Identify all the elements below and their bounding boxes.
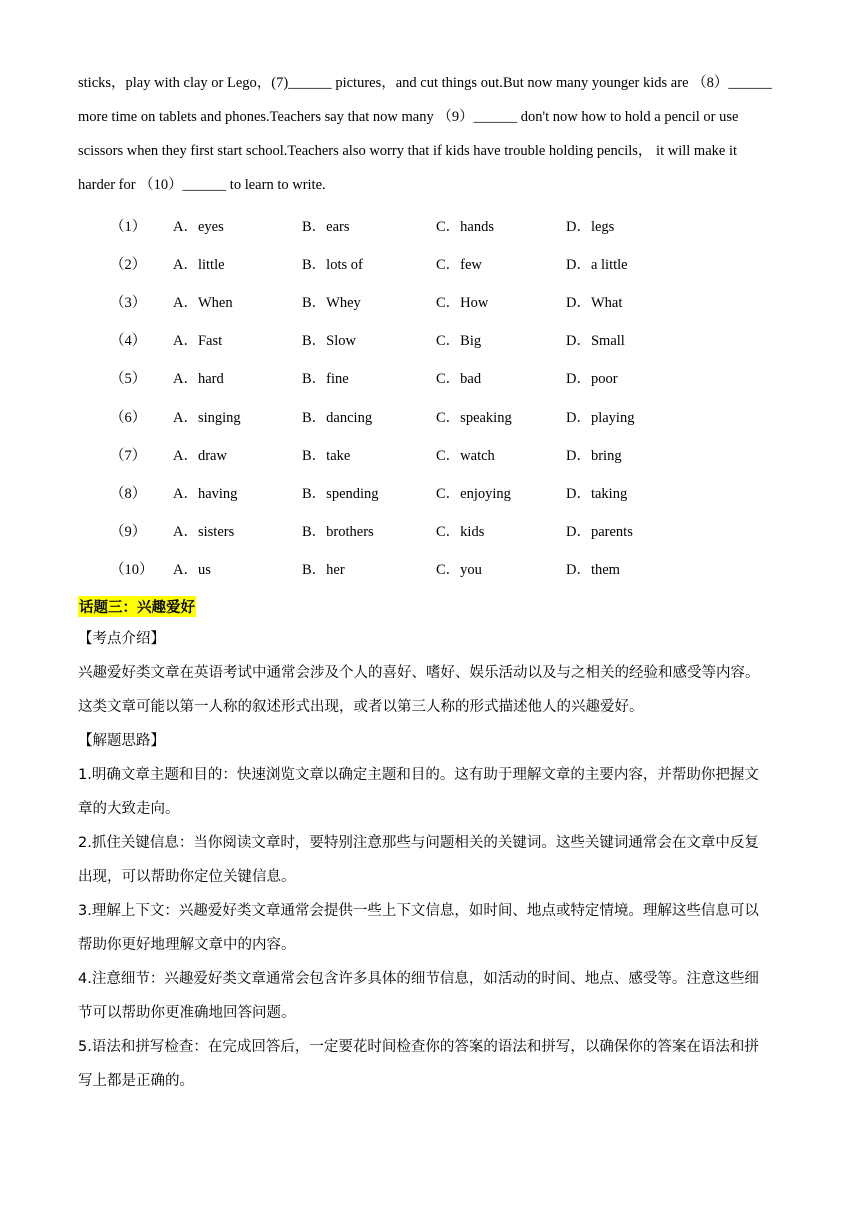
option-d: D．taking: [566, 485, 628, 502]
question-number: （7）: [110, 447, 147, 464]
option-b: B．brothers: [302, 524, 374, 541]
question-number: （9）: [110, 524, 147, 541]
silu-line: 4.注意细节：兴趣爱好类文章通常会包含许多具体的细节信息，如活动的时间、地点、感受等。注意这些细: [78, 970, 759, 987]
option-d: D．Small: [566, 333, 625, 350]
option-row: [78, 282, 784, 320]
question-number: （8）: [110, 485, 147, 502]
option-d: D．them: [566, 562, 620, 579]
option-d: D．poor: [566, 371, 618, 388]
option-c: C．watch: [436, 447, 495, 464]
option-a: A．little: [173, 256, 225, 273]
option-b: B．fine: [302, 371, 349, 388]
option-row: [78, 321, 784, 359]
option-c: C．you: [436, 562, 482, 579]
option-a: A．hard: [173, 371, 224, 388]
topic-heading: [78, 592, 784, 622]
option-row: [78, 550, 784, 588]
kaodian-heading: 【考点介绍】: [78, 630, 165, 647]
question-number: （2）: [110, 256, 147, 273]
question-number: （10）: [110, 562, 154, 579]
silu-line: 章的大致走向。: [78, 800, 180, 817]
silu-item: [78, 1030, 784, 1098]
option-b: B．take: [302, 447, 351, 464]
option-a: A．When: [173, 294, 233, 311]
options-list: [78, 206, 784, 588]
option-row: [78, 359, 784, 397]
silu-line: 出现，可以帮助你定位关键信息。: [78, 868, 296, 885]
option-a: A．having: [173, 485, 238, 502]
option-b: B．Slow: [302, 333, 356, 350]
silu-item: [78, 894, 784, 962]
option-c: C．hands: [436, 218, 494, 235]
question-number: （1）: [110, 218, 147, 235]
silu-heading: 【解题思路】: [78, 732, 165, 749]
option-row: [78, 244, 784, 282]
option-b: B．dancing: [302, 409, 373, 426]
option-b: B．lots of: [302, 256, 363, 273]
kaodian-paragraph: [78, 656, 784, 724]
option-d: D．bring: [566, 447, 622, 464]
passage-line: scissors when they first start school.Teachers also worry that if kids have trouble holding pencils， it will make it: [78, 143, 737, 159]
silu-item: [78, 962, 784, 1030]
option-c: C．enjoying: [436, 485, 511, 502]
silu-line: 2.抓住关键信息：当你阅读文章时，要特别注意那些与问题相关的关键词。这些关键词通常会在文章中反复: [78, 834, 759, 851]
option-a: A．sisters: [173, 524, 235, 541]
silu-line: 3.理解上下文：兴趣爱好类文章通常会提供一些上下文信息，如时间、地点或特定情境。理解这些信息可以: [78, 902, 759, 919]
passage-paragraph: [78, 66, 784, 202]
option-row: [78, 512, 784, 550]
option-c: C．few: [436, 256, 482, 273]
silu-item: [78, 826, 784, 894]
question-number: （3）: [110, 294, 147, 311]
option-a: A．us: [173, 562, 211, 579]
option-c: C．bad: [436, 371, 482, 388]
option-row: [78, 435, 784, 473]
option-row: [78, 473, 784, 511]
option-c: C．How: [436, 294, 489, 311]
option-d: D．legs: [566, 218, 615, 235]
kaodian-line: 这类文章可能以第一人称的叙述形式出现，或者以第三人称的形式描述他人的兴趣爱好。: [78, 698, 644, 715]
question-number: （5）: [110, 371, 147, 388]
option-d: D．a little: [566, 256, 628, 273]
question-number: （4）: [110, 333, 147, 350]
silu-line: 1.明确文章主题和目的：快速浏览文章以确定主题和目的。这有助于理解文章的主要内容，并帮助你把握文: [78, 766, 759, 783]
option-c: C．Big: [436, 333, 482, 350]
option-d: D．parents: [566, 524, 633, 541]
topic-highlight: 话题三：兴趣爱好: [78, 596, 196, 617]
option-row: [78, 206, 784, 244]
option-b: B．ears: [302, 218, 350, 235]
option-a: A．singing: [173, 409, 241, 426]
silu-line: 节可以帮助你更准确地回答问题。: [78, 1004, 296, 1021]
document-page: [78, 66, 784, 1098]
silu-item: [78, 758, 784, 826]
passage-line: more time on tablets and phones.Teachers say that now many （9）______ don't now how to hold a pencil or use: [78, 109, 739, 125]
option-c: C．speaking: [436, 409, 512, 426]
passage-line: harder for （10）______ to learn to write.: [78, 177, 326, 193]
question-number: （6）: [110, 409, 147, 426]
option-a: A．draw: [173, 447, 227, 464]
passage-line: sticks，play with clay or Lego，(7)______ pictures，and cut things out.But now many younger kids are （8）______: [78, 75, 772, 91]
option-c: C．kids: [436, 524, 485, 541]
silu-line: 帮助你更好地理解文章中的内容。: [78, 936, 296, 953]
option-row: [78, 397, 784, 435]
option-b: B．her: [302, 562, 345, 579]
option-a: A．eyes: [173, 218, 224, 235]
silu-line: 5.语法和拼写检查：在完成回答后，一定要花时间检查你的答案的语法和拼写，以确保你的答案在语法和拼: [78, 1038, 759, 1055]
option-a: A．Fast: [173, 333, 223, 350]
option-d: D．What: [566, 294, 623, 311]
option-d: D．playing: [566, 409, 635, 426]
kaodian-line: 兴趣爱好类文章在英语考试中通常会涉及个人的喜好、嗜好、娱乐活动以及与之相关的经验和感受等内容。: [78, 664, 760, 681]
silu-line: 写上都是正确的。: [78, 1072, 194, 1089]
option-b: B．Whey: [302, 294, 361, 311]
option-b: B．spending: [302, 485, 379, 502]
